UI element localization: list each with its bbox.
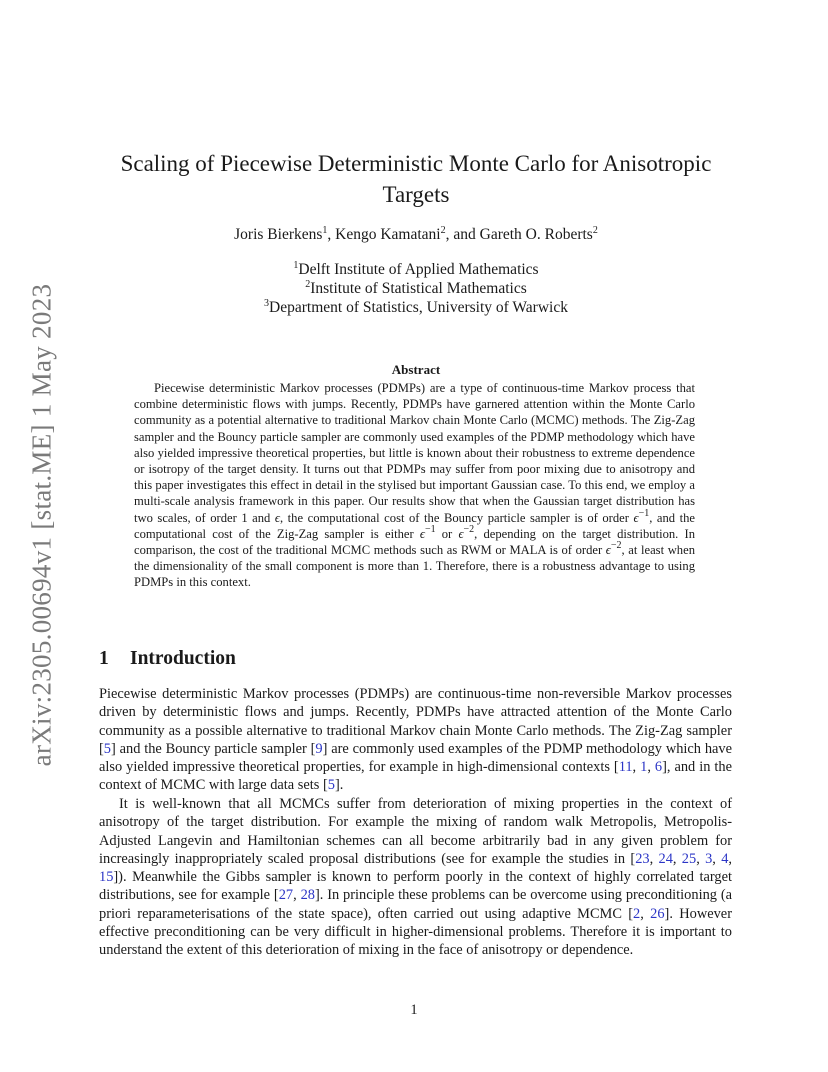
section-number: 1 (99, 648, 109, 669)
citation-link[interactable]: 1 (640, 759, 648, 776)
author-name: Kengo Kamatani (335, 226, 441, 243)
citation-link[interactable]: 26 (650, 905, 665, 922)
affiliation (100, 260, 732, 279)
author-affil-mark: 2 (440, 225, 446, 236)
paragraph-text: ] are commonly used examples of the PDMP methodology which have also yielded impressive theoretical properties, for example in high-dimensional contexts [ (99, 740, 732, 776)
math-epsilon: ϵ (419, 526, 425, 541)
citation-separator: , (647, 759, 655, 776)
citation-separator: , (632, 759, 641, 776)
citation-link[interactable]: 3 (705, 850, 713, 867)
affiliation (100, 279, 732, 298)
author-list (100, 226, 732, 244)
arxiv-sidebar (22, 280, 62, 770)
affiliation-name: Department of Statistics, University of Warwick (269, 299, 568, 316)
citation-separator: , (649, 850, 659, 867)
paragraph-text: ]. In principle these problems can be overcome using preconditioning (a priori reparameterisations of the state space), often carried out using adaptive MCMC [ (99, 887, 732, 922)
citation-link[interactable]: 9 (315, 740, 323, 757)
paper-title (100, 148, 732, 210)
author-separator: , and (445, 226, 480, 243)
abstract-body (134, 380, 695, 591)
arxiv-identifier: arXiv:2305.00694v1 [stat.ME] 1 May 2023 (26, 283, 57, 767)
affiliation-name: Delft Institute of Applied Mathematics (298, 261, 539, 278)
paragraph-text: ]. (334, 777, 344, 794)
affiliation-list (100, 260, 732, 317)
citation-link[interactable]: 2 (633, 905, 641, 922)
affiliation (100, 298, 732, 317)
citation-separator: , (640, 905, 651, 922)
citation-link[interactable]: 23 (635, 850, 650, 867)
citation-link[interactable]: 11 (618, 759, 633, 776)
citation-link[interactable]: 4 (721, 850, 729, 867)
math-epsilon: ϵ (605, 543, 611, 558)
math-epsilon: ϵ (458, 526, 464, 541)
affiliation-mark: 1 (293, 260, 299, 271)
title-line-1: Scaling of Piecewise Deterministic Monte Carlo for Anisotropic (120, 151, 712, 176)
paragraph-text: ]. However effective preconditioning can be very difficult in higher-dimensional problems. Therefore it is important to understand the extent of this deterioration of mixing in the face of anisotropy or dependence. (99, 905, 732, 959)
citation-separator: , (672, 850, 682, 867)
affiliation-name: Institute of Statistical Mathematics (310, 280, 527, 297)
citation-link[interactable]: 5 (103, 740, 111, 757)
author-name: Gareth O. Roberts (479, 226, 593, 243)
section-heading (99, 648, 236, 670)
citation-link[interactable]: 15 (99, 869, 114, 886)
citation-separator: , (696, 850, 706, 867)
math-exponent: −2 (463, 523, 475, 535)
abstract-text: , and the computational cost of the Zig-Zag sampler is either (134, 510, 696, 541)
paragraph-text: ] and the Bouncy particle sampler [ (111, 740, 316, 757)
citation-link[interactable]: 24 (658, 850, 673, 867)
section-title: Introduction (130, 648, 236, 669)
paragraph-text: It is well-known that all MCMCs suffer from deterioration of mixing properties in the context of anisotropy of the target distribution. For example the mixing of random walk Metropolis, Metropolis-Adjusted Langevin and Hamiltonian schemes can all become arbitrarily bad in any given problem for increasingly inappropriately scaled proposal distributions (see for example the studies in [ (99, 796, 732, 867)
paragraph-text: Piecewise deterministic Markov processes (PDMPs) are continuous-time non-reversible Markov processes driven by deterministic flows and jumps. Recently, PDMPs have attracted attention of the Monte Carlo community as a possible alternative to traditional Markov chain Monte Carlo methods. The Zig-Zag sampler [ (99, 686, 732, 757)
intro-paragraph-1 (99, 685, 732, 795)
math-exponent: −1 (424, 523, 436, 535)
page-number: 1 (410, 1002, 418, 1018)
math-exponent: −2 (610, 540, 622, 552)
abstract-text: , the computational cost of the Bouncy particle sampler is of order (279, 510, 634, 525)
citation-separator: , (728, 850, 733, 867)
author-affil-mark: 1 (322, 225, 328, 236)
affiliation-mark: 2 (305, 279, 311, 290)
citation-separator: , (293, 887, 301, 904)
math-epsilon: ϵ (633, 510, 639, 525)
citation-separator: , (712, 850, 722, 867)
author-separator: , (327, 226, 336, 243)
abstract-text: , at least when the dimensionality of the small component is more than 1. Therefore, there is a robustness advantage to using PDMPs in this context. (134, 543, 695, 590)
paragraph-text: ], and in the context of MCMC with large data sets [ (99, 759, 732, 794)
citation-link[interactable]: 27 (278, 887, 294, 904)
title-line-2: Targets (382, 182, 450, 207)
math-exponent: −1 (638, 507, 650, 519)
abstract-heading: Abstract (391, 362, 441, 377)
citation-link[interactable]: 5 (327, 777, 335, 794)
math-epsilon: ϵ (274, 510, 280, 525)
author-name: Joris Bierkens (234, 226, 323, 243)
paragraph-text: ]). Meanwhile the Gibbs sampler is known to perform poorly in the context of highly correlated target distributions, see for example [ (99, 869, 732, 904)
abstract-text: or (435, 526, 459, 541)
citation-link[interactable]: 25 (681, 850, 697, 867)
abstract-text: Piecewise deterministic Markov processes (PDMPs) are a type of continuous-time Markov process that combine deterministic flows with jumps. Recently, PDMPs have garnered attention within the Monte Carlo community as a potential alternative to traditional Markov chain Monte Carlo (MCMC) methods. The Zig-Zag sampler and the Bouncy particle sampler are commonly used examples of the PDMP methodology which have also yielded impressive theoretical properties, but little is known about their robustness to extreme dependence or isotropy of the target density. It turns out that PDMPs may suffer from poor mixing due to anisotropy and this paper investigates this effect in detail in the stylised but important Gaussian case. To this end, we employ a multi-scale analysis framework in this paper. Our results show that when the Gaussian target distribution has two scales, of order 1 and (134, 381, 695, 525)
affiliation-mark: 3 (264, 298, 270, 309)
citation-link[interactable]: 6 (654, 759, 663, 776)
intro-paragraph-2 (99, 795, 732, 960)
citation-link[interactable]: 28 (300, 887, 315, 904)
abstract-text: , depending on the target distribution. In comparison, the cost of the traditional MCMC methods such as RWM or MALA is of order (134, 526, 695, 558)
author-affil-mark: 2 (592, 225, 598, 236)
